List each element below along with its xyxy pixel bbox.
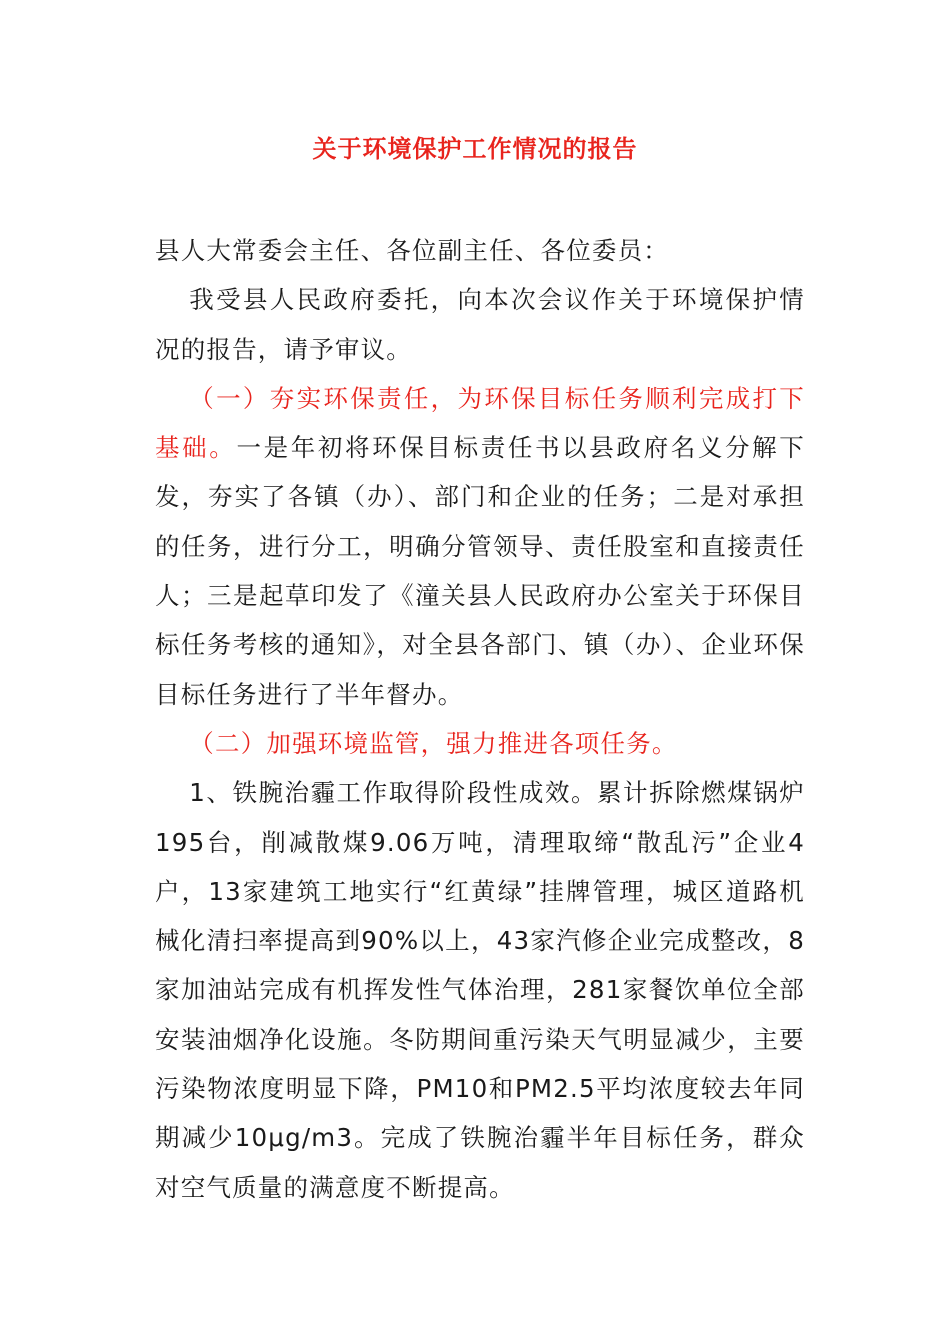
item-1-paragraph: 1、铁腕治霾工作取得阶段性成效。累计拆除燃煤锅炉195台，削减散煤9.06万吨，清理取缔“散乱污”企业4户，13家建筑工地实行“红黄绿”挂牌管理，城区道路机械化清扫率提高到90%以上，43家汽修企业完成整改，8家加油站完成有机挥发性气体治理，281家餐饮单位全部安装油烟净化设施。冬防期间重污染天气明显减少，主要污染物浓度明显下降，PM10和PM2.5平均浓度较去年同期减少10μg/m3。完成了铁腕治霾半年目标任务，群众对空气质量的满意度不断提高。 [155, 778, 805, 1202]
section-1-paragraph [155, 374, 805, 719]
section-1-body: 一是年初将环保目标责任书以县政府名义分解下发，夯实了各镇（办）、部门和企业的任务；二是对承担的任务，进行分工，明确分管领导、责任股室和直接责任人；三是起草印发了《潼关县人民政府办公室关于环保目标任务考核的通知》，对全县各部门、镇（办）、企业环保目标任务进行了半年督办。 [155, 433, 805, 709]
document-body [155, 226, 805, 1212]
section-1-heading: （一）夯实环保责任，为环保目标任务顺利完成打下基础。 [155, 383, 805, 463]
salutation: 县人大常委会主任、各位副主任、各位委员： [155, 236, 669, 265]
section-2-heading: （二）加强环境监管，强力推进各项任务。 [189, 728, 678, 758]
document-title: 关于环境保护工作情况的报告 [312, 135, 638, 163]
intro-paragraph: 我受县人民政府委托，向本次会议作关于环境保护情况的报告，请予审议。 [155, 285, 805, 364]
